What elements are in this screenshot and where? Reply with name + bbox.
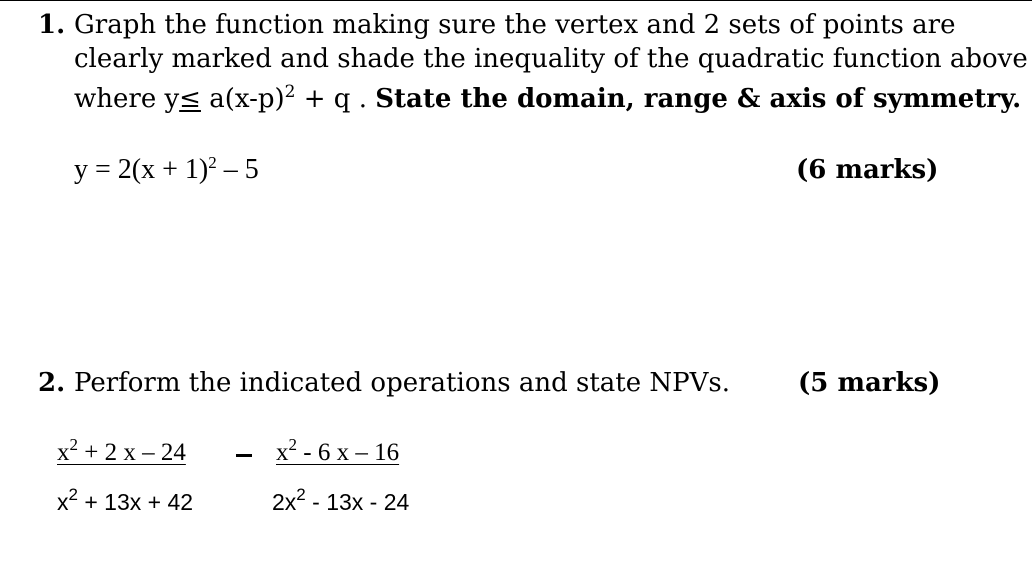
frac2-den-var: 2x	[272, 489, 297, 515]
question-1-marks: (6 marks)	[796, 155, 939, 185]
line-3-prefix: where y	[74, 84, 180, 114]
line-3-tail: + q .	[295, 84, 376, 114]
frac1-den-rest: + 13x + 42	[77, 489, 194, 515]
frac1-num-rest: + 2 x – 24	[78, 439, 186, 466]
equation-exponent: 2	[208, 153, 217, 172]
question-1-line-3	[74, 82, 1022, 114]
frac2-den-rest: - 13x - 24	[305, 489, 410, 515]
top-rule	[0, 0, 1032, 1]
frac1-den-var: x	[57, 489, 69, 515]
fraction-2-denominator	[272, 485, 410, 516]
line-3-expression: a(x-p)	[200, 84, 285, 114]
question-2-marks: (5 marks)	[798, 368, 941, 398]
frac1-num-var: x	[57, 439, 70, 466]
fraction-1-denominator	[57, 485, 194, 516]
question-1-number: 1.	[38, 10, 66, 40]
question-2-number: 2.	[38, 368, 66, 398]
frac2-num-var: x	[276, 439, 289, 466]
line-3-instructions: State the domain, range & axis of symmetry.	[375, 84, 1022, 114]
equation-constant: – 5	[216, 154, 259, 185]
frac1-num-exp: 2	[69, 435, 78, 454]
fraction-1-numerator	[57, 435, 186, 467]
frac2-den-exp: 2	[296, 485, 306, 504]
operator-symbol	[236, 454, 252, 457]
line-3-exponent: 2	[284, 82, 296, 102]
fraction-2-numerator	[276, 435, 400, 467]
question-1-equation	[74, 154, 259, 186]
less-equal-symbol: ≤	[179, 84, 201, 114]
question-1-line-2: clearly marked and shade the inequality of the quadratic function above	[74, 44, 1028, 74]
frac2-num-rest: - 6 x – 16	[297, 439, 400, 466]
question-2-prompt: Perform the indicated operations and state NPVs.	[74, 368, 730, 398]
frac2-num-exp: 2	[288, 435, 297, 454]
equation-base: y = 2(x + 1)	[74, 154, 209, 185]
question-1-line-1: Graph the function making sure the vertex and 2 sets of points are	[74, 10, 956, 40]
frac1-den-exp: 2	[68, 485, 78, 504]
